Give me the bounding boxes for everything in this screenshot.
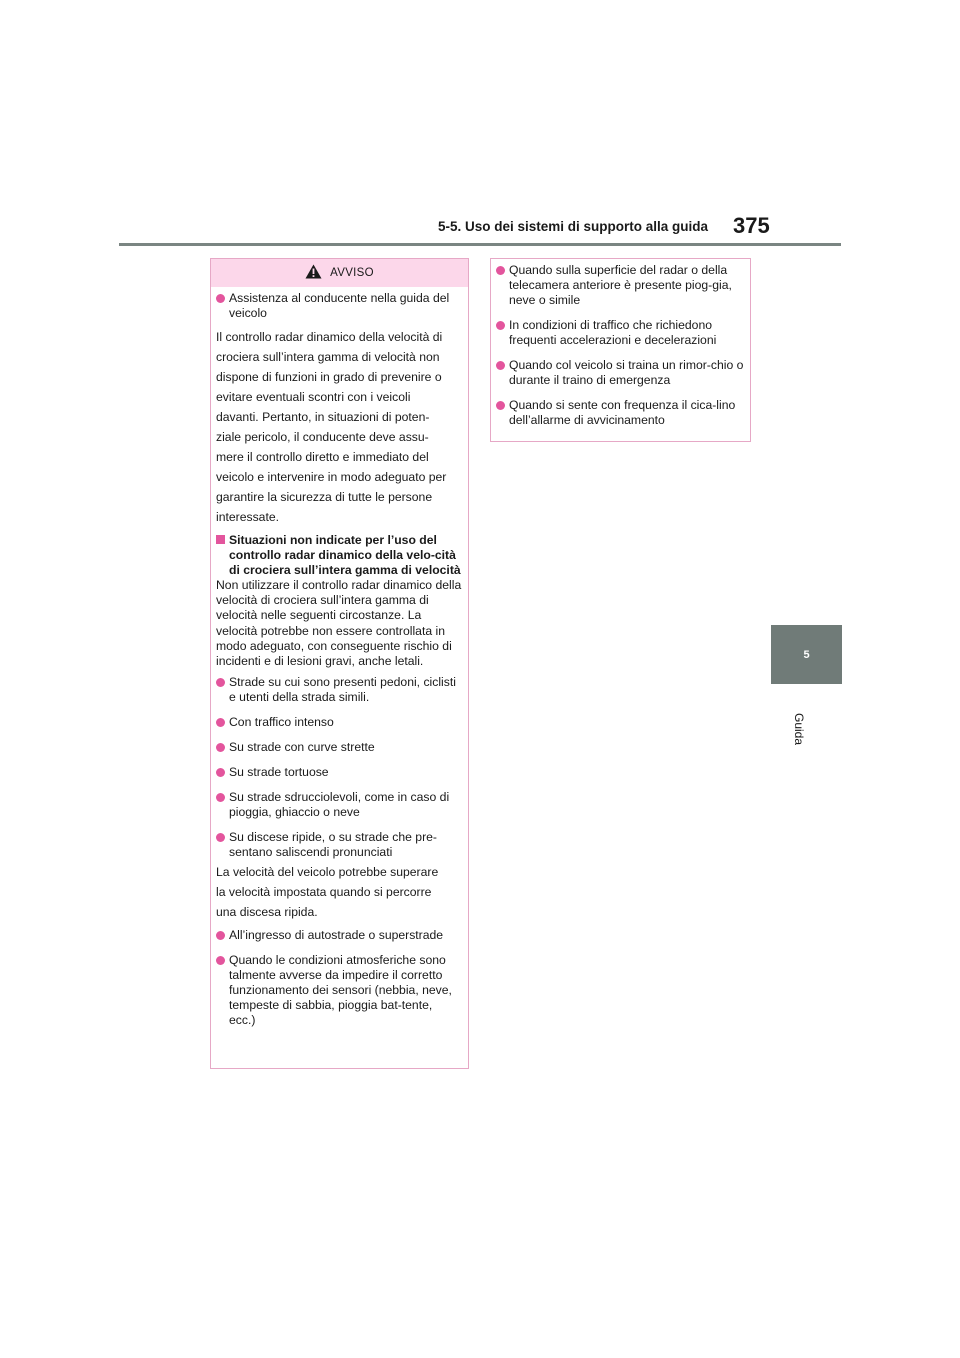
bullet-icon xyxy=(216,833,225,842)
list-item: Con traffico intenso xyxy=(216,715,462,730)
page-number: 375 xyxy=(733,213,770,238)
warning-paragraph: La velocità del veicolo potrebbe superare la velocità impostata quando si percorre una discesa ripida. xyxy=(216,865,439,920)
chapter-number: 5 xyxy=(803,648,810,661)
list-item: In condizioni di traffico che richiedono frequenti accelerazioni e decelerazioni xyxy=(496,318,744,348)
warning-paragraph: Il controllo radar dinamico della velocità di crociera sull’intera gamma di velocità non dispone di funzioni in grado di prevenire o evitare eventuali scontri con i veicoli davanti. Pertanto, in situazioni di poten- ziale pericolo, il conducente deve assu- mere il controllo diretto e immediato del veicolo e intervenire in modo adeguato per garantire la sicurezza di tutte le persone interessate. xyxy=(216,330,447,524)
list-item: All’ingresso di autostrade o superstrade xyxy=(216,928,462,943)
bullet-icon xyxy=(496,401,505,410)
bullet-icon xyxy=(216,956,225,965)
bullet-icon xyxy=(496,321,505,330)
warning-box-left xyxy=(210,258,469,1069)
bullet-icon xyxy=(216,718,225,727)
bullet-icon xyxy=(216,678,225,687)
bullet-icon xyxy=(216,931,225,940)
warning-paragraph: Non utilizzare il controllo radar dinamico della velocità di crociera sull’intera gamma di velocità nelle seguenti circostanze. La velocità potrebbe non essere controllata in modo adeguato, con conseguente rischio di incidenti e di lesioni gravi, anche letali. xyxy=(216,578,462,669)
bullet-icon xyxy=(496,266,505,275)
bullet-icon xyxy=(216,793,225,802)
list-item: Su discese ripide, o su strade che pre-sentano saliscendi pronunciati xyxy=(216,830,462,860)
list-item: Quando col veicolo si traina un rimor-chio o durante il traino di emergenza xyxy=(496,358,744,388)
bullet-icon xyxy=(216,743,225,752)
subsection-heading: Situazioni non indicate per l’uso del controllo radar dinamico della velo-cità di crociera sull’intera gamma di velocità xyxy=(216,533,462,578)
square-bullet-icon xyxy=(216,535,225,544)
warning-box-right xyxy=(490,258,751,442)
list-item: Quando si sente con frequenza il cica-lino dell’allarme di avvicinamento xyxy=(496,398,744,428)
chapter-tab[interactable] xyxy=(771,625,842,684)
bullet-icon xyxy=(216,294,225,303)
list-item: Quando le condizioni atmosferiche sono talmente avverse da impedire il corretto funzionamento dei sensori (nebbia, neve, tempeste di sabbia, pioggia bat-tente, ecc.) xyxy=(216,953,462,1028)
warning-triangle-icon xyxy=(305,264,322,282)
warning-title: AVVISO xyxy=(330,267,374,279)
list-item: Quando sulla superficie del radar o della telecamera anteriore è presente piog-gia, neve o simile xyxy=(496,263,744,308)
header-divider xyxy=(119,243,841,246)
section-title: 5-5. Uso dei sistemi di supporto alla guida xyxy=(438,219,709,234)
bullet-icon xyxy=(496,361,505,370)
list-item: Su strade tortuose xyxy=(216,765,462,780)
warning-header xyxy=(211,259,468,287)
list-item: Strade su cui sono presenti pedoni, ciclisti e utenti della strada simili. xyxy=(216,675,462,705)
list-item: Assistenza al conducente nella guida del veicolo xyxy=(216,291,462,321)
chapter-label: Guida xyxy=(792,713,806,746)
list-item: Su strade sdrucciolevoli, come in caso di pioggia, ghiaccio o neve xyxy=(216,790,462,820)
bullet-icon xyxy=(216,768,225,777)
list-item: Su strade con curve strette xyxy=(216,740,462,755)
